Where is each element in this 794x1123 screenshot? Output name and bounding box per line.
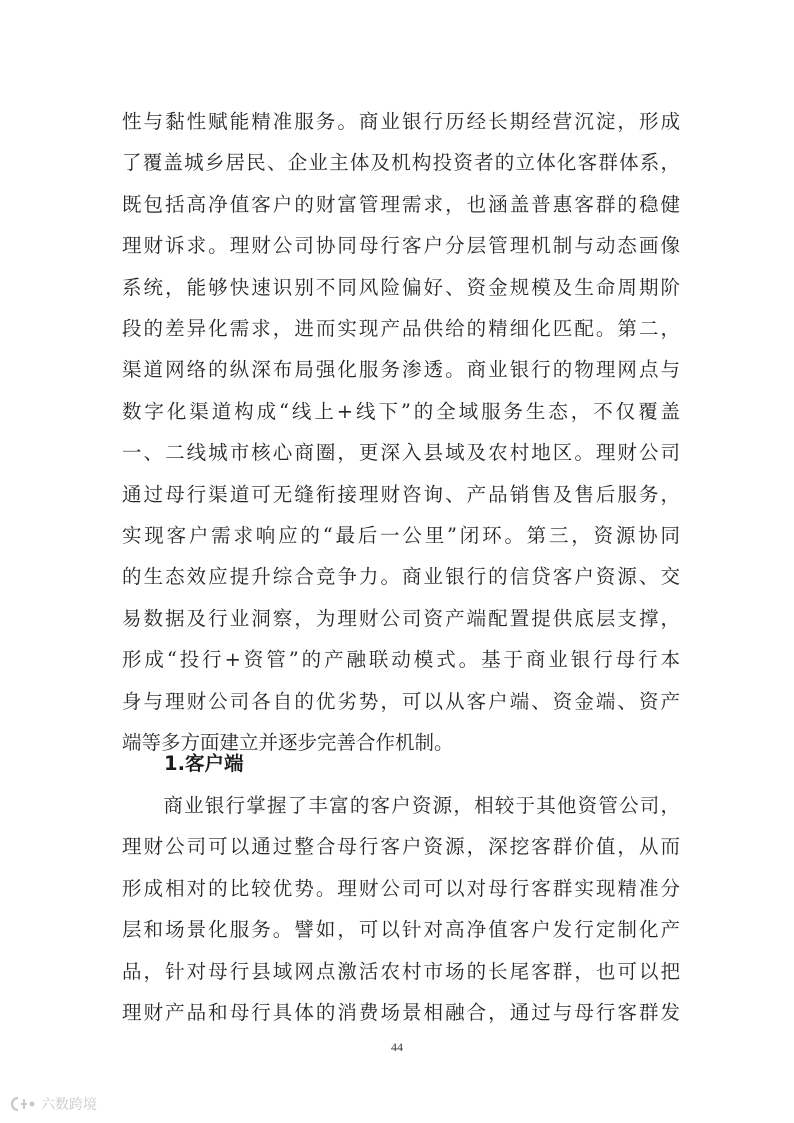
text-line: 通过母行渠道可无缝衔接理财咨询、产品销售及售后服务， (122, 482, 680, 506)
page-number: 44 (391, 1040, 403, 1054)
text-line: 了覆盖城乡居民、企业主体及机构投资者的立体化客群体系， (122, 151, 680, 175)
text-line: 性与黏性赋能精准服务。商业银行历经长期经营沉淀，形成 (122, 110, 680, 133)
text-line: 数字化渠道构成“线上+线下”的全域服务生态，不仅覆盖 (122, 399, 680, 423)
text-line: 形成“投行+资管”的产融联动模式。基于商业银行母行本 (122, 648, 680, 672)
text-line: 品，针对母行县域网点激活农村市场的长尾客群，也可以把 (122, 959, 680, 983)
section-heading: 1.客户端 (164, 752, 244, 775)
text-line: 一、二线城市核心商圈，更深入县域及农村地区。理财公司 (122, 441, 680, 465)
text-line: 理财公司可以通过整合母行客户资源，深挖客群价值，从而 (122, 835, 680, 859)
text-line: 商业银行掌握了丰富的客户资源，相较于其他资管公司， (122, 794, 680, 817)
text-line: 易数据及行业洞察，为理财公司资产端配置提供底层支撑， (122, 606, 680, 630)
text-line: 形成相对的比较优势。理财公司可以对母行客群实现精准分 (122, 876, 680, 900)
text-line: 层和场景化服务。譬如，可以针对高净值客户发行定制化产 (122, 918, 680, 942)
watermark (10, 1094, 97, 1114)
text-line: 理财产品和母行具体的消费场景相融合，通过与母行客群发 (122, 1001, 680, 1025)
text-line: 理财诉求。理财公司协同母行客户分层管理机制与动态画像 (122, 234, 680, 258)
text-line: 既包括高净值客户的财富管理需求，也涵盖普惠客群的稳健 (122, 192, 680, 216)
text-line: 端等多方面建立并逐步完善合作机制。 (122, 731, 454, 755)
text-line: 段的差异化需求，进而实现产品供给的精细化匹配。第二， (122, 317, 680, 341)
logo-mark-icon (10, 1096, 36, 1112)
paragraph-continued (122, 101, 680, 764)
text-line: 的生态效应提升综合竞争力。商业银行的信贷客户资源、交 (122, 565, 680, 589)
text-line: 渠道网络的纵深布局强化服务渗透。商业银行的物理网点与 (122, 358, 680, 382)
text-line: 实现客户需求响应的“最后一公里”闭环。第三，资源协同 (122, 524, 680, 548)
paragraph-client-side (122, 785, 680, 1033)
text-line: 系统，能够快速识别不同风险偏好、资金规模及生命周期阶 (122, 275, 680, 299)
watermark-text: 六数跨境 (41, 1097, 97, 1113)
text-line: 身与理财公司各自的优劣势，可以从客户端、资金端、资产 (122, 689, 680, 713)
